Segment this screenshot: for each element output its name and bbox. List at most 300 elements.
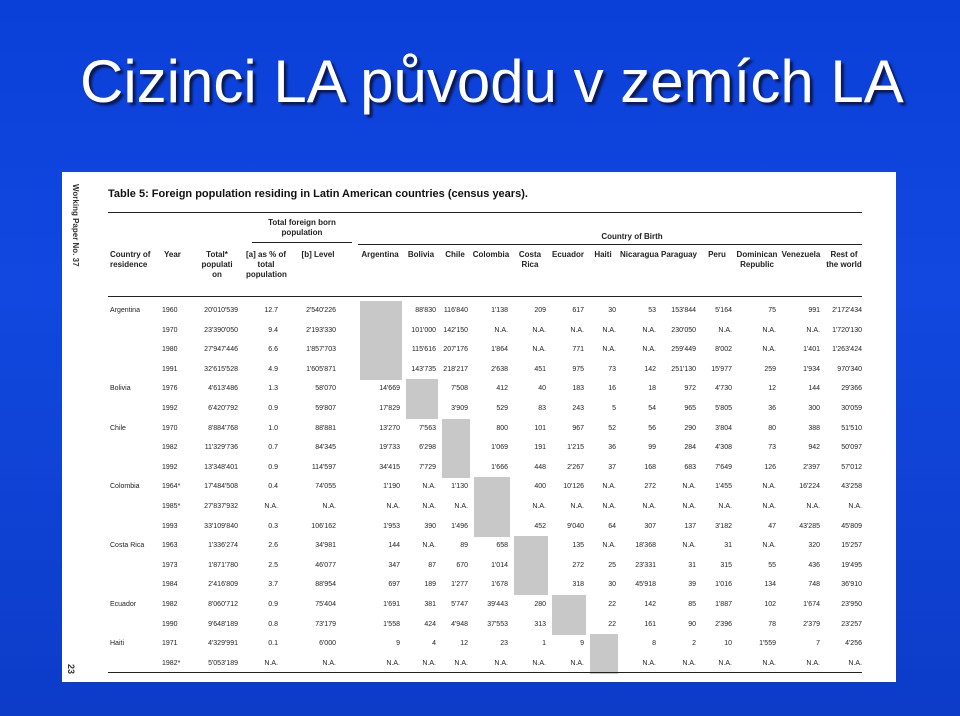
- row-birth-value: 4'730: [715, 385, 732, 393]
- row-birth-value: 55: [768, 561, 776, 569]
- row-birth-value: 115'616: [411, 346, 436, 354]
- row-birth-value: 143'735: [411, 365, 436, 373]
- row-year: 1982: [162, 444, 178, 452]
- diagonal-shade-cell: [360, 321, 402, 341]
- row-birth-value: 771: [572, 346, 584, 354]
- header-birth-country: Peru: [708, 250, 726, 259]
- row-birth-value: 280: [534, 601, 546, 608]
- header-total-population: Total* populati on: [201, 250, 233, 279]
- row-pct: N.A.: [264, 659, 278, 667]
- row-birth-value: 970'340: [837, 365, 862, 373]
- row-birth-value: 36: [768, 405, 776, 412]
- row-birth-value: 19'495: [841, 561, 862, 569]
- row-birth-value: N.A.: [602, 503, 616, 510]
- row-total-population: 9'648'189: [208, 620, 238, 628]
- row-birth-value: 144: [388, 542, 400, 550]
- row-pct: 0.1: [268, 640, 278, 648]
- row-birth-value: 13'270: [379, 424, 400, 432]
- row-birth-value: 18: [648, 385, 656, 393]
- page-number: 23: [66, 664, 76, 675]
- sub-rule-foreign: [252, 242, 352, 243]
- row-birth-value: 381: [424, 601, 436, 608]
- row-country: Bolivia: [110, 385, 131, 393]
- row-birth-value: 45'918: [635, 581, 656, 589]
- row-birth-value: N.A.: [454, 503, 468, 510]
- row-birth-value: N.A.: [718, 659, 732, 667]
- diagonal-shade-cell: [590, 634, 618, 654]
- row-level: 106'162: [311, 522, 336, 530]
- row-birth-value: 89: [460, 542, 468, 550]
- row-level: N.A.: [322, 503, 336, 510]
- row-birth-value: 9'040: [567, 522, 584, 530]
- row-birth-value: N.A.: [718, 503, 732, 510]
- row-birth-value: 9: [580, 640, 584, 648]
- row-birth-value: N.A.: [386, 659, 400, 667]
- row-year: 1993: [162, 522, 178, 530]
- row-birth-value: 134: [764, 581, 776, 589]
- row-birth-value: 209: [534, 307, 546, 314]
- row-birth-value: 1'934: [803, 365, 820, 373]
- row-birth-value: 36: [608, 444, 616, 452]
- row-birth-value: 168: [644, 463, 656, 471]
- row-birth-value: N.A.: [422, 659, 436, 667]
- row-birth-value: 34'415: [379, 463, 400, 471]
- row-birth-value: 1'455: [715, 483, 732, 491]
- row-birth-value: 30'059: [841, 405, 862, 412]
- row-pct: 0.9: [268, 463, 278, 471]
- row-birth-value: N.A.: [532, 503, 546, 510]
- row-level: 6'000: [319, 640, 336, 648]
- header-birth-country: Nicaragua: [620, 250, 659, 259]
- row-birth-value: 29'366: [841, 385, 862, 393]
- row-year: 1985*: [162, 503, 181, 510]
- row-year: 1960: [162, 307, 178, 314]
- row-birth-value: N.A.: [454, 659, 468, 667]
- header-birth-country: Dominican Republic: [736, 250, 778, 269]
- row-birth-value: 2'379: [803, 620, 820, 628]
- row-birth-value: N.A.: [762, 326, 776, 334]
- row-birth-value: 31: [724, 542, 732, 550]
- row-pct: 0.4: [268, 483, 278, 491]
- row-birth-value: 388: [808, 424, 820, 432]
- row-birth-value: N.A.: [682, 659, 696, 667]
- row-level: 58'070: [315, 385, 336, 393]
- row-birth-value: 320: [808, 542, 820, 550]
- row-level: 84'345: [315, 444, 336, 452]
- row-birth-value: N.A.: [570, 503, 584, 510]
- row-birth-value: 88'830: [415, 307, 436, 314]
- row-year: 1976: [162, 385, 178, 393]
- row-birth-value: 207'176: [443, 346, 468, 354]
- row-birth-value: 1'720'130: [832, 326, 862, 334]
- header-level: [b] Level: [301, 250, 335, 259]
- row-total-population: 8'884'768: [208, 424, 238, 432]
- row-birth-value: 36'910: [841, 581, 862, 589]
- row-birth-value: N.A.: [806, 659, 820, 667]
- row-birth-value: N.A.: [570, 659, 584, 667]
- row-birth-value: 99: [648, 444, 656, 452]
- row-birth-value: 2'638: [491, 365, 508, 373]
- row-birth-value: 43'258: [841, 483, 862, 491]
- row-birth-value: N.A.: [532, 346, 546, 354]
- row-birth-value: 1'678: [491, 581, 508, 589]
- header-country-of-residence: Country of residence: [110, 250, 151, 269]
- row-birth-value: 153'844: [671, 307, 696, 314]
- sidebar-label: Working Paper No. 37: [71, 184, 80, 267]
- row-birth-value: 529: [496, 405, 508, 412]
- row-birth-value: 4'256: [845, 640, 862, 648]
- row-birth-value: 16'224: [799, 483, 820, 491]
- header-birth-country: Colombia: [472, 250, 510, 259]
- row-birth-value: 1'277: [451, 581, 468, 589]
- sub-rule-birth: [358, 244, 862, 245]
- header-birth-country: Ecuador: [551, 250, 584, 259]
- row-birth-value: 748: [808, 581, 820, 589]
- row-pct: 0.7: [268, 444, 278, 452]
- row-birth-value: 218'217: [443, 365, 468, 373]
- header-birth-country: Paraguay: [660, 250, 698, 259]
- row-birth-value: 259: [764, 365, 776, 373]
- row-birth-value: 101'000: [411, 326, 436, 334]
- row-year: 1970: [162, 424, 178, 432]
- header-birth-country: Argentina: [361, 250, 399, 259]
- row-level: 75'404: [315, 601, 336, 608]
- row-total-population: 13'348'401: [204, 463, 238, 471]
- row-birth-value: 315: [720, 561, 732, 569]
- row-birth-value: 80: [768, 424, 776, 432]
- row-birth-value: 142: [644, 601, 656, 608]
- row-total-population: 1'871'780: [208, 561, 238, 569]
- row-birth-value: N.A.: [682, 483, 696, 491]
- row-birth-value: 23'950: [841, 601, 862, 608]
- row-birth-value: 137: [684, 522, 696, 530]
- row-birth-value: 15'977: [711, 365, 732, 373]
- row-birth-value: 135: [572, 542, 584, 550]
- row-birth-value: 73: [768, 444, 776, 452]
- row-birth-value: 56: [648, 424, 656, 432]
- row-level: 2'193'330: [306, 326, 336, 334]
- diagonal-shade-cell: [442, 458, 470, 478]
- row-country: Haiti: [110, 640, 125, 648]
- slide-title: Cizinci LA původu v zemích LA: [80, 48, 904, 115]
- row-birth-value: N.A.: [602, 326, 616, 334]
- row-year: 1990: [162, 620, 178, 628]
- row-total-population: 6'420'792: [208, 405, 238, 412]
- header-pct-total: [a] as % of total population: [246, 250, 287, 279]
- row-birth-value: 8: [652, 640, 656, 648]
- row-birth-value: 1'014: [491, 561, 508, 569]
- row-pct: 0.8: [268, 620, 278, 628]
- row-pct: 12.7: [264, 307, 278, 314]
- row-level: 74'055: [315, 483, 336, 491]
- row-birth-value: N.A.: [682, 542, 696, 550]
- row-birth-value: N.A.: [806, 503, 820, 510]
- row-birth-value: 22: [608, 601, 616, 608]
- row-country: Chile: [110, 424, 126, 432]
- row-birth-value: N.A.: [422, 503, 436, 510]
- row-country: Costa Rica: [110, 542, 145, 550]
- row-birth-value: 23: [500, 640, 508, 648]
- row-birth-value: 43'285: [799, 522, 820, 530]
- row-birth-value: 14'669: [379, 385, 400, 393]
- row-year: 1982: [162, 601, 178, 608]
- row-birth-value: 1'496: [451, 522, 468, 530]
- row-birth-value: N.A.: [386, 503, 400, 510]
- row-birth-value: 965: [684, 405, 696, 412]
- row-birth-value: 259'449: [671, 346, 696, 354]
- row-birth-value: N.A.: [762, 346, 776, 354]
- row-birth-value: N.A.: [602, 483, 616, 491]
- row-level: 2'540'226: [306, 307, 336, 314]
- row-birth-value: 991: [808, 307, 820, 314]
- row-birth-value: 800: [496, 424, 508, 432]
- row-birth-value: 40: [538, 385, 546, 393]
- row-birth-value: 87: [428, 561, 436, 569]
- row-year: 1980: [162, 346, 178, 354]
- row-birth-value: N.A.: [642, 659, 656, 667]
- row-birth-value: 37'553: [487, 620, 508, 628]
- row-birth-value: 697: [388, 581, 400, 589]
- row-birth-value: 290: [684, 424, 696, 432]
- row-level: 1'857'703: [306, 346, 336, 354]
- row-birth-value: 412: [496, 385, 508, 393]
- row-birth-value: 975: [572, 365, 584, 373]
- row-birth-value: 658: [496, 542, 508, 550]
- row-total-population: 1'336'274: [208, 542, 238, 550]
- row-birth-value: 64: [608, 522, 616, 530]
- row-country: Argentina: [110, 307, 140, 314]
- row-birth-value: 452: [534, 522, 546, 530]
- row-birth-value: 52: [608, 424, 616, 432]
- header-birth-country: Rest of the world: [826, 250, 862, 269]
- row-pct: N.A.: [264, 503, 278, 510]
- row-birth-value: 78: [768, 620, 776, 628]
- row-birth-value: 22: [608, 620, 616, 628]
- row-level: 73'179: [315, 620, 336, 628]
- table-title: Table 5: Foreign population residing in Latin American countries (census years).: [108, 188, 528, 200]
- row-birth-value: 73: [608, 365, 616, 373]
- row-birth-value: 2'172'434: [832, 307, 862, 314]
- row-birth-value: 15'257: [841, 542, 862, 550]
- row-birth-value: 251'130: [671, 365, 696, 373]
- row-birth-value: 4'308: [715, 444, 732, 452]
- row-birth-value: 400: [534, 483, 546, 491]
- header-birth-country: Chile: [445, 250, 465, 259]
- row-birth-value: 1: [542, 640, 546, 648]
- row-birth-value: 1'401: [803, 346, 820, 354]
- row-birth-value: N.A.: [762, 503, 776, 510]
- row-pct: 1.3: [268, 385, 278, 393]
- row-birth-value: 284: [684, 444, 696, 452]
- row-birth-value: 436: [808, 561, 820, 569]
- header-country-of-birth: Country of Birth: [601, 232, 663, 241]
- top-rule: [108, 212, 862, 213]
- row-year: 1982*: [162, 659, 181, 667]
- header-birth-country: Bolivia: [407, 250, 435, 259]
- row-birth-value: N.A.: [494, 326, 508, 334]
- row-birth-value: 1'691: [383, 601, 400, 608]
- row-birth-value: N.A.: [642, 326, 656, 334]
- row-birth-value: 243: [572, 405, 584, 412]
- row-birth-value: 307: [644, 522, 656, 530]
- row-birth-value: N.A.: [642, 346, 656, 354]
- row-birth-value: 5'164: [715, 307, 732, 314]
- row-birth-value: 57'012: [841, 463, 862, 471]
- row-total-population: 33'109'840: [204, 522, 238, 530]
- row-birth-value: 1'130: [451, 483, 468, 491]
- row-birth-value: 183: [572, 385, 584, 393]
- diagonal-shade-cell: [442, 419, 470, 439]
- row-birth-value: 424: [424, 620, 436, 628]
- row-birth-value: 1'558: [383, 620, 400, 628]
- row-total-population: 11'329'736: [204, 444, 238, 452]
- row-birth-value: 85: [688, 601, 696, 608]
- row-pct: 0.9: [268, 601, 278, 608]
- diagonal-shade-cell: [360, 340, 402, 360]
- row-birth-value: 300: [808, 405, 820, 412]
- row-year: 1971: [162, 640, 178, 648]
- row-total-population: 17'484'508: [204, 483, 238, 491]
- row-total-population: 23'390'050: [204, 326, 238, 334]
- row-birth-value: 1'864: [491, 346, 508, 354]
- diagonal-shade-cell: [552, 615, 586, 635]
- row-birth-value: 31: [688, 561, 696, 569]
- row-pct: 0.9: [268, 405, 278, 412]
- diagonal-shade-cell: [514, 575, 548, 595]
- header-birth-country: Venezuela: [781, 250, 821, 259]
- row-year: 1984: [162, 581, 178, 589]
- row-birth-value: 39'443: [487, 601, 508, 608]
- row-birth-value: 6'298: [419, 444, 436, 452]
- row-birth-value: 101: [534, 424, 546, 432]
- row-birth-value: 1'263'424: [832, 346, 862, 354]
- row-birth-value: 10'126: [563, 483, 584, 491]
- row-pct: 9.4: [268, 326, 278, 334]
- row-birth-value: 50'097: [841, 444, 862, 452]
- row-birth-value: 8'002: [715, 346, 732, 354]
- row-pct: 4.9: [268, 365, 278, 373]
- row-total-population: 32'615'528: [204, 365, 238, 373]
- row-birth-value: 25: [608, 561, 616, 569]
- row-birth-value: 1'666: [491, 463, 508, 471]
- row-birth-value: 2'396: [715, 620, 732, 628]
- row-birth-value: 1'887: [715, 601, 732, 608]
- row-birth-value: N.A.: [642, 503, 656, 510]
- row-birth-value: 7: [816, 640, 820, 648]
- row-birth-value: 30: [608, 581, 616, 589]
- row-birth-value: 102: [764, 601, 776, 608]
- row-level: 88'881: [315, 424, 336, 432]
- row-birth-value: 683: [684, 463, 696, 471]
- row-birth-value: 10: [724, 640, 732, 648]
- row-total-population: 2'416'809: [208, 581, 238, 589]
- row-year: 1973: [162, 561, 178, 569]
- row-birth-value: 1'674: [803, 601, 820, 608]
- row-total-population: 4'329'991: [208, 640, 238, 648]
- row-birth-value: 75: [768, 307, 776, 314]
- row-birth-value: 272: [572, 561, 584, 569]
- row-birth-value: 5'747: [451, 601, 468, 608]
- row-birth-value: 7'508: [451, 385, 468, 393]
- diagonal-shade-cell: [406, 399, 438, 419]
- row-total-population: 27'947'446: [204, 346, 238, 354]
- row-birth-value: 1'069: [491, 444, 508, 452]
- row-birth-value: 1'138: [491, 307, 508, 314]
- row-birth-value: 390: [424, 522, 436, 530]
- row-birth-value: N.A.: [602, 542, 616, 550]
- row-birth-value: 617: [572, 307, 584, 314]
- row-total-population: 4'613'486: [208, 385, 238, 393]
- diagonal-shade-cell: [474, 517, 510, 537]
- row-birth-value: 3'182: [715, 522, 732, 530]
- row-birth-value: 448: [534, 463, 546, 471]
- row-birth-value: 7'649: [715, 463, 732, 471]
- row-birth-value: N.A.: [848, 503, 862, 510]
- row-birth-value: 23'257: [841, 620, 862, 628]
- row-birth-value: 12: [768, 385, 776, 393]
- row-birth-value: 5'805: [715, 405, 732, 412]
- row-birth-value: 3'909: [451, 405, 468, 412]
- row-birth-value: N.A.: [532, 326, 546, 334]
- row-level: N.A.: [322, 659, 336, 667]
- row-level: 114'597: [311, 463, 336, 471]
- row-birth-value: 19'733: [379, 444, 400, 452]
- row-birth-value: 313: [534, 620, 546, 628]
- row-birth-value: 45'809: [841, 522, 862, 530]
- row-birth-value: 7'563: [419, 424, 436, 432]
- table-page-image: [62, 172, 896, 682]
- row-birth-value: 1'190: [383, 483, 400, 491]
- row-birth-value: 126: [764, 463, 776, 471]
- row-birth-value: N.A.: [422, 542, 436, 550]
- row-birth-value: N.A.: [806, 326, 820, 334]
- row-level: 1'605'871: [306, 365, 336, 373]
- row-birth-value: 12: [460, 640, 468, 648]
- header-year: Year: [164, 250, 181, 259]
- row-birth-value: N.A.: [762, 659, 776, 667]
- row-birth-value: N.A.: [762, 542, 776, 550]
- row-birth-value: 144: [808, 385, 820, 393]
- row-birth-value: 3'804: [715, 424, 732, 432]
- row-pct: 1.0: [268, 424, 278, 432]
- row-birth-value: 230'050: [671, 326, 696, 334]
- row-birth-value: 191: [534, 444, 546, 452]
- row-birth-value: N.A.: [602, 346, 616, 354]
- row-pct: 3.7: [268, 581, 278, 589]
- row-birth-value: N.A.: [570, 326, 584, 334]
- row-birth-value: 142: [644, 365, 656, 373]
- row-year: 1963: [162, 542, 178, 550]
- row-birth-value: 47: [768, 522, 776, 530]
- row-birth-value: N.A.: [718, 326, 732, 334]
- row-birth-value: 2'397: [803, 463, 820, 471]
- row-birth-value: 318: [572, 581, 584, 589]
- row-birth-value: 1'953: [383, 522, 400, 530]
- row-total-population: 27'837'932: [204, 503, 238, 510]
- header-bottom-rule: [108, 296, 862, 297]
- row-birth-value: 90: [688, 620, 696, 628]
- row-level: 88'954: [315, 581, 336, 589]
- diagonal-shade-cell: [406, 379, 438, 399]
- row-birth-value: N.A.: [494, 659, 508, 667]
- row-pct: 2.5: [268, 561, 278, 569]
- row-birth-value: 161: [644, 620, 656, 628]
- row-total-population: 5'053'189: [208, 659, 238, 667]
- row-birth-value: N.A.: [422, 483, 436, 491]
- row-birth-value: 2: [692, 640, 696, 648]
- row-year: 1992: [162, 405, 178, 412]
- row-birth-value: 16: [608, 385, 616, 393]
